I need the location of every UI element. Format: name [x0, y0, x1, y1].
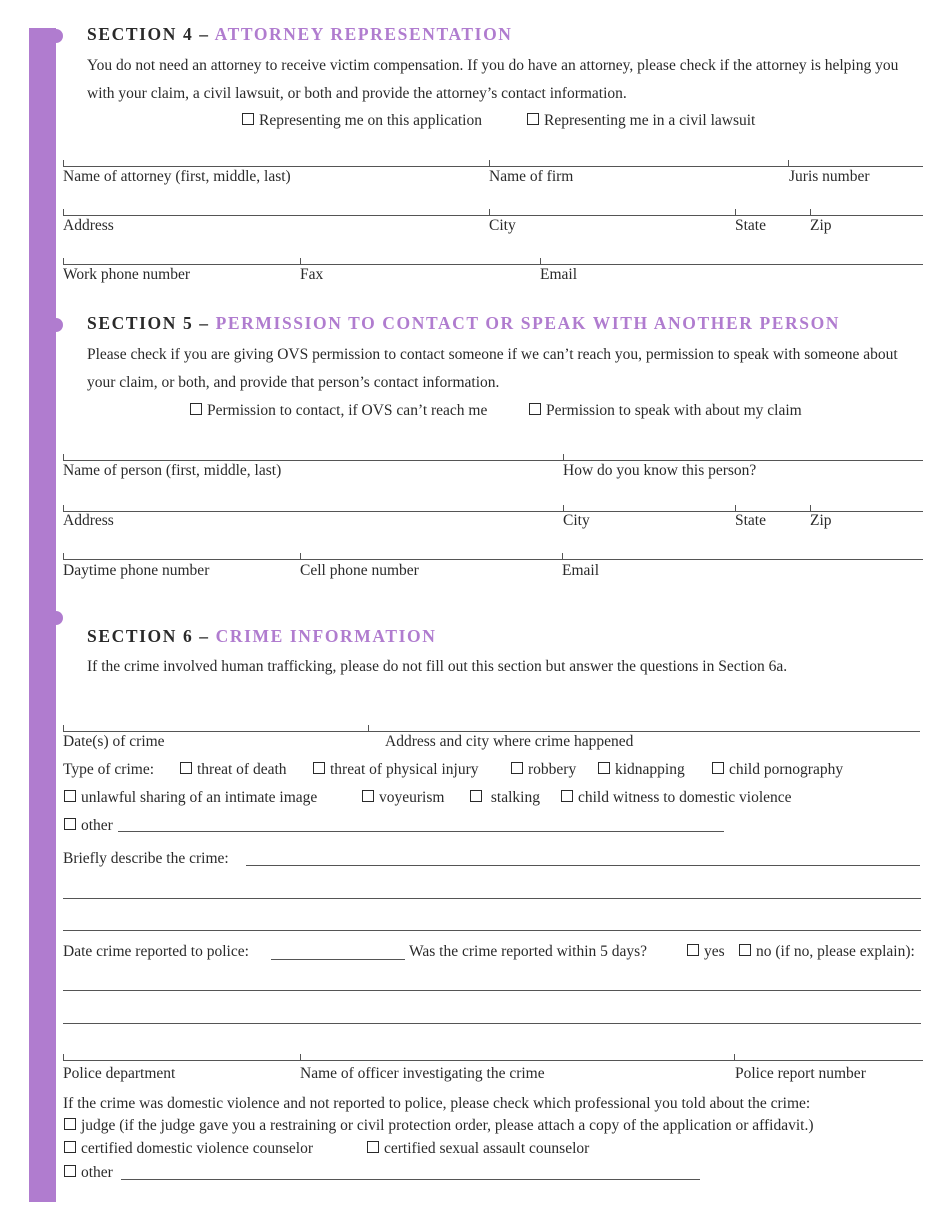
- describe-line-2[interactable]: [63, 898, 921, 899]
- person-address-label: Address: [63, 512, 114, 529]
- checkbox-permission-contact[interactable]: Permission to contact, if OVS can’t reach me: [190, 402, 487, 420]
- section-5-title: PERMISSION TO CONTACT OR SPEAK WITH ANOTHER PERSON: [215, 313, 841, 333]
- report-number-label: Police report number: [735, 1065, 866, 1082]
- checkbox-professional-other[interactable]: other: [64, 1164, 113, 1182]
- section-4-intro: You do not need an attorney to receive victim compensation. If you do have an attorney, please check if the attorney is helping you with your claim, a civil lawsuit, or both and provide the attorney’s contact information.: [87, 57, 899, 102]
- checkbox-child-witness[interactable]: child witness to domestic violence: [561, 789, 792, 807]
- section-4-title: ATTORNEY REPRESENTATION: [214, 24, 513, 44]
- checkbox-reported-yes[interactable]: yes: [687, 943, 725, 961]
- checkbox-voyeurism[interactable]: voyeurism: [362, 789, 444, 807]
- checkbox-threat-physical-injury[interactable]: threat of physical injury: [313, 761, 479, 779]
- section-6-marker: [49, 611, 63, 625]
- section-6-intro: If the crime involved human trafficking, please do not fill out this section but answer the questions in Section 6a.: [87, 658, 788, 675]
- person-name-line[interactable]: [63, 460, 923, 461]
- describe-crime-label: Briefly describe the crime:: [63, 850, 229, 867]
- checkbox-kidnapping[interactable]: kidnapping: [598, 761, 685, 779]
- section-6-number: SECTION 6 –: [87, 626, 210, 646]
- checkbox-box[interactable]: [529, 403, 541, 415]
- attorney-state-label: State: [735, 217, 766, 234]
- cell-phone-label: Cell phone number: [300, 562, 419, 579]
- checkbox-robbery[interactable]: robbery: [511, 761, 576, 779]
- within-5-days-label: Was the crime reported within 5 days?: [409, 943, 648, 960]
- checkbox-representing-civil[interactable]: Representing me in a civil lawsuit: [527, 112, 755, 130]
- person-zip-label: Zip: [810, 512, 832, 529]
- section-5-intro: Please check if you are giving OVS permission to contact someone if we can’t reach you, permission to speak with someone about your claim, or both, and provide that person’s contact information.: [87, 346, 898, 391]
- person-address-line[interactable]: [63, 511, 923, 512]
- day-phone-label: Daytime phone number: [63, 562, 210, 579]
- checkbox-unlawful-sharing[interactable]: unlawful sharing of an intimate image: [64, 789, 317, 807]
- work-phone-label: Work phone number: [63, 266, 191, 283]
- section-5-marker: [49, 318, 63, 332]
- checkbox-box[interactable]: [242, 113, 254, 125]
- attorney-name-line[interactable]: [63, 166, 923, 167]
- crime-address-label: Address and city where crime happened: [385, 733, 634, 750]
- professional-other-line[interactable]: [121, 1179, 700, 1180]
- fax-label: Fax: [300, 266, 324, 283]
- attorney-address-line[interactable]: [63, 215, 923, 216]
- checkbox-child-pornography[interactable]: child pornography: [712, 761, 843, 779]
- firm-label: Name of firm: [489, 168, 574, 185]
- police-dept-label: Police department: [63, 1065, 176, 1082]
- juris-label: Juris number: [789, 168, 870, 185]
- attorney-address-label: Address: [63, 217, 114, 234]
- checkbox-dv-counselor[interactable]: certified domestic violence counselor: [64, 1140, 313, 1158]
- person-email-label: Email: [562, 562, 600, 579]
- describe-line-3[interactable]: [63, 930, 921, 931]
- person-state-label: State: [735, 512, 766, 529]
- attorney-city-label: City: [489, 217, 516, 234]
- section-4-heading: [87, 24, 513, 45]
- person-phone-line[interactable]: [63, 559, 923, 560]
- checkbox-reported-no[interactable]: no (if no, please explain):: [739, 943, 915, 961]
- how-know-label: How do you know this person?: [563, 462, 757, 479]
- checkbox-sa-counselor[interactable]: certified sexual assault counselor: [367, 1140, 589, 1158]
- explain-line-2[interactable]: [63, 1023, 921, 1024]
- section-6-heading: [87, 626, 436, 647]
- crime-date-address-line[interactable]: [63, 731, 920, 732]
- section-6-title: CRIME INFORMATION: [215, 626, 437, 646]
- section-5-number: SECTION 5 –: [87, 313, 210, 333]
- checkbox-box[interactable]: [190, 403, 202, 415]
- checkbox-box[interactable]: [527, 113, 539, 125]
- person-name-label: Name of person (first, middle, last): [63, 462, 282, 479]
- checkbox-threat-of-death[interactable]: threat of death: [180, 761, 287, 779]
- checkbox-stalking[interactable]: stalking: [470, 789, 540, 807]
- dv-question: If the crime was domestic violence and not reported to police, please check which professional you told about the crime:: [63, 1095, 811, 1112]
- section-4-marker: [49, 29, 63, 43]
- attorney-name-label: Name of attorney (first, middle, last): [63, 168, 291, 185]
- attorney-email-label: Email: [540, 266, 578, 283]
- person-city-label: City: [563, 512, 590, 529]
- date-reported-line[interactable]: [271, 959, 405, 960]
- checkbox-permission-speak[interactable]: Permission to speak with about my claim: [529, 402, 802, 420]
- crime-other-line[interactable]: [118, 831, 724, 832]
- attorney-zip-label: Zip: [810, 217, 832, 234]
- officer-label: Name of officer investigating the crime: [300, 1065, 545, 1082]
- explain-line-1[interactable]: [63, 990, 921, 991]
- section-4-number: SECTION 4 –: [87, 24, 210, 44]
- crime-dates-label: Date(s) of crime: [63, 733, 165, 750]
- checkbox-judge[interactable]: judge (if the judge gave you a restraining or civil protection order, please attach a copy of the application or affidavit.): [64, 1117, 814, 1135]
- police-info-line[interactable]: [63, 1060, 923, 1061]
- section-5-heading: [87, 313, 840, 334]
- checkbox-representing-application[interactable]: Representing me on this application: [242, 112, 482, 130]
- checkbox-crime-other[interactable]: other: [64, 817, 113, 835]
- type-of-crime-label: Type of crime:: [63, 761, 155, 778]
- attorney-phone-line[interactable]: [63, 264, 923, 265]
- describe-line-1[interactable]: [246, 865, 920, 866]
- date-reported-label: Date crime reported to police:: [63, 943, 249, 960]
